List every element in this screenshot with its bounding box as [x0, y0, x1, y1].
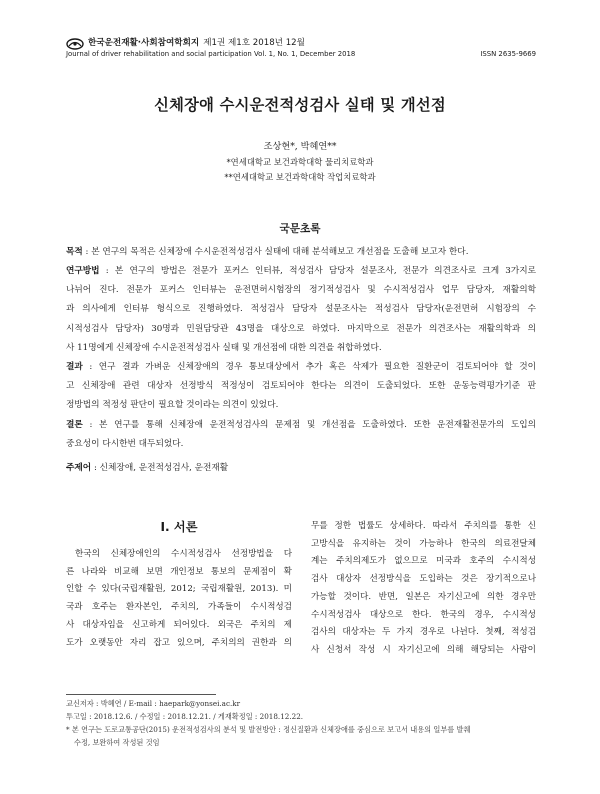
society-logo-icon: [66, 38, 84, 50]
abstract-label: 목적: [66, 247, 83, 257]
abstract-line: 결과 : 연구 결과 가벼운 신체장애의 경우 통보대상에서 추가 혹은 삭제가 필요한 질환군이 검토되어야 할 것이: [66, 362, 536, 372]
body-column-right: [311, 518, 536, 660]
body-line: 무를 정한 법률도 상세하다. 따라서 주치의를 통한 신: [311, 521, 536, 531]
abstract-method: [66, 262, 536, 358]
keywords: [66, 461, 228, 473]
abstract-line: 정방법의 적정성 판단이 필요할 것이라는 의견이 있었다.: [66, 400, 279, 411]
abstract-line: 나뉘어 진다. 전문가 포커스 인터뷰는 운전면허시험장의 정기적성검사 및 수시적성검사 업무 담당자, 재활의학: [66, 285, 536, 296]
abstract-label: 결론: [66, 420, 83, 430]
journal-name: 한국운전재활·사회참여학회지: [88, 38, 200, 48]
body-line: 도가 오랫동안 자리 잡고 있으며, 주치의의 권한과 의: [66, 637, 292, 648]
journal-volume: 제1권 제1호 2018년 12월: [203, 38, 305, 48]
abstract-line: 결론 : 본 연구를 통해 신체장애 운전적성검사의 문제점 및 개선점을 도출하였다. 또한 운전재활전문가의 도입의: [66, 420, 536, 430]
body-line: 국과 호주는 환자본인, 주치의, 가족들이 수시적성검: [66, 602, 292, 613]
paper-authors: 조상현*, 박혜연**: [263, 141, 337, 152]
body-line: 가능할 것이다. 반면, 일본은 자기신고에 의한 경우만: [311, 591, 536, 602]
abstract-line: 과 의사에게 인터뷰 형식으로 진행하였다. 적성검사 담당자 설문조사는 적성검사 담당자(운전면허 시험장의 수: [66, 304, 536, 315]
abstract-line: 고 신체장애 관련 대상자 선정방식 적정성이 검토되어야 한다는 의견이 도출되었다. 또한 운동능력평가기준 판: [66, 381, 536, 392]
journal-english-title: Journal of driver rehabilitation and social participation Vol. 1, No. 1, December 2018: [66, 50, 356, 58]
body-line: 인할 수 있다(국립재활원, 2012; 국립재활원, 2013). 미: [66, 584, 292, 595]
section-heading: Ⅰ. 서론: [160, 520, 198, 534]
body-line: 검사 대상자 선정방식을 도입하는 것은 장기적으로나: [311, 574, 536, 585]
abstract-label: 연구방법: [66, 266, 100, 276]
body-line: 사 대상자임을 신고하게 되어있다. 외국은 주치의 제: [66, 619, 292, 630]
keywords-label: 주제어: [66, 463, 92, 473]
abstract-conclusion: [66, 416, 536, 454]
affiliation-2: **연세대학교 보건과학대학 작업치료학과: [224, 172, 376, 182]
paper-title: 신체장애 수시운전적성검사 실태 및 개선점: [154, 96, 446, 114]
abstract-results: [66, 358, 536, 416]
footnote-corresponding-author: 교신저자 : 박혜연 / E-mail : haepark@yonsei.ac.kr: [66, 699, 241, 708]
footnote-divider: [66, 694, 216, 695]
abstract-line: 목적 : 본 연구의 목적은 신체장애 수시운전적성검사 실태에 대해 분석해보고 개선점을 도출해 보고자 한다.: [66, 247, 469, 257]
footnote-dates: 투고일 : 2018.12.6. / 수정일 : 2018.12.21. / 게재확정일 : 2018.12.22.: [66, 712, 304, 721]
journal-issn: ISSN 2635-9669: [480, 50, 536, 58]
body-line: 한국의 신체장애인의 수시적성검사 선정방법을 다: [75, 549, 292, 559]
abstract-label: 결과: [66, 362, 83, 372]
footnote-note: * 본 연구는 도로교통공단(2015) 운전적성검사의 분석 및 발전방안 : 정신질환과 신체장애를 중심으로 보고서 내용의 일부를 발췌: [66, 725, 471, 734]
footnote-note-continued: 수정, 보완하여 작성된 것임: [74, 738, 160, 747]
body-line: 수시적성검사 대상으로 한다. 한국의 경우, 수시적성: [311, 609, 536, 620]
body-column-left: [66, 546, 292, 652]
abstract-line: 중요성이 다시한번 대두되었다.: [66, 439, 184, 450]
body-line: 검사의 대상자는 두 가지 경우로 나뉜다. 첫째, 적성검: [311, 627, 536, 638]
body-line: 사 신청서 작성 시 자기신고에 의해 해당되는 사람이: [311, 644, 536, 655]
abstract-line: 연구방법 : 본 연구의 방법은 전문가 포커스 인터뷰, 적성검사 담당자 설문조사, 전문가 의견조사로 크게 3가지로: [66, 266, 536, 276]
keywords-text: : 신체장애, 운전적성검사, 운전재활: [91, 463, 229, 473]
body-line: 고방식을 유지하는 것이 가능하나 한국의 의료전달체: [311, 538, 536, 549]
abstract-line: 시적성검사 담당자) 30명과 민원담당관 43명을 대상으로 하였다. 마지막으로 전문가 의견조사는 재활의학과 의: [66, 323, 536, 334]
abstract-line: 사 11명에게 신체장애 수시운전적성검사 실태 및 개선점에 대한 의견을 취합하였다.: [66, 342, 382, 353]
abstract-purpose: [66, 243, 536, 262]
body-line: 계는 주치의제도가 없으므로 미국과 호주의 수시적성: [311, 556, 536, 567]
body-line: 른 나라와 비교해 보면 개인정보 통보의 문제점이 확: [66, 566, 292, 577]
journal-title-line: [88, 36, 305, 48]
abstract-heading: 국문초록: [279, 223, 321, 235]
affiliation-1: *연세대학교 보건과학대학 물리치료학과: [226, 157, 374, 167]
